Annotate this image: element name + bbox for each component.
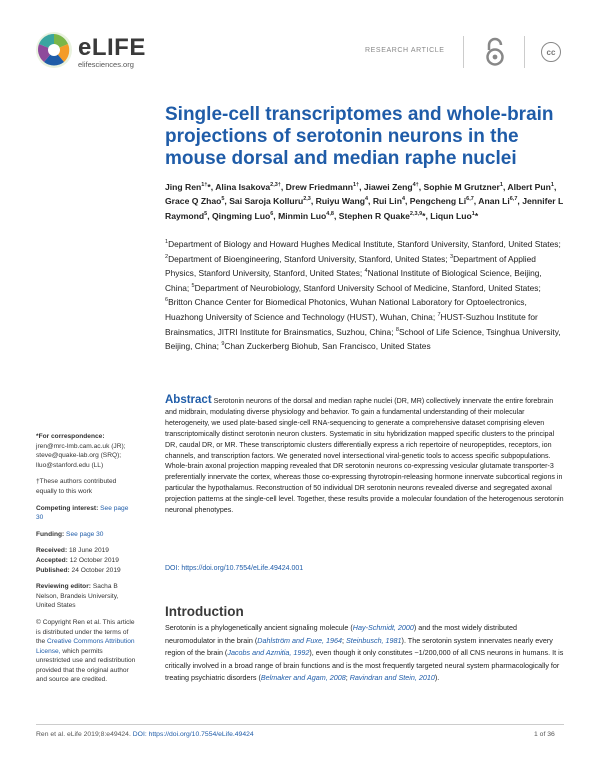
editor-label: Reviewing editor: <box>36 583 91 591</box>
article-title: Single-cell transcriptomes and whole-brain projections of serotonin neurons in the mouse dorsal and median raphe nuclei <box>165 104 554 169</box>
journal-url[interactable]: elifesciences.org <box>78 60 134 69</box>
footer-divider <box>36 724 564 725</box>
correspondence-label: *For correspondence: <box>36 433 105 440</box>
creative-commons-icon: cc <box>541 42 561 62</box>
received-date: 18 June 2019 <box>69 547 109 555</box>
license-link[interactable]: Creative Commons Attribution License, <box>36 638 135 655</box>
footer-doi-link[interactable]: DOI: https://doi.org/10.7554/eLife.49424 <box>132 731 254 738</box>
accepted-label: Accepted: <box>36 556 68 564</box>
funding <box>36 530 136 540</box>
accepted-date: 12 October 2019 <box>69 556 119 564</box>
published-label: Published: <box>36 566 70 574</box>
abstract-doi-link[interactable]: DOI: https://doi.org/10.7554/eLife.49424.001 <box>165 565 304 572</box>
copyright-text: © Copyright Ren et al. This article is distributed under the terms of the <box>36 618 135 646</box>
abstract <box>165 395 565 516</box>
article-type-label: RESEARCH ARTICLE <box>365 47 445 54</box>
article-sidebar <box>36 432 136 692</box>
header-divider <box>524 36 525 68</box>
correspondence-block <box>36 432 136 470</box>
header-divider <box>463 36 464 68</box>
reviewing-editor <box>36 582 136 611</box>
page-number: 1 of 36 <box>534 731 555 738</box>
introduction-text: Serotonin is a phylogenetically ancient signaling molecule (Hay-Schmidt, 2000) and the most widely distributed neuromodulator in the brain (Dahlström and Fuxe, 1964; Steinbusch, 1981). The serotonin system innervates nearly every region of the brain (Jacobs and Azmitia, 1992), even though it only constitutes ~1/200,000 of all CNS neurons in humans. It is critically involved in a broad range of brain functions and is the most frequently targeted neural system pharmacologically for treating psychiatric disorders (Belmaker and Agam, 2008; Ravindran and Stein, 2010). <box>165 623 564 682</box>
abstract-heading: Abstract <box>165 394 212 406</box>
correspondence-emails[interactable]: jren@mrc-lmb.cam.ac.uk (JR); steve@quake-lab.org (SRQ); lluo@stanford.edu (LL) <box>36 442 126 469</box>
affiliations: $^1$Department of Biology and Howard Hughes Medical Institute, Stanford University, Stanford, United States; $^2$Department of Bioengineering, Stanford University, Stanford, United States; $^3$Department of Applied Physics, Stanford University, Stanford, United States; $^4$National Institute of Biological Science, Beijing, China; $^5$Department of Neurobiology, Stanford University School of Medicine, Stanford, United States; $^6$Britton Chance Center for Biomedical Photonics, Wuhan National Laboratory for Optoelectronics, Huazhong University of Science and Technology (HUST), Wuhan, China; $^7$HUST-Suzhou Institute for Brainsmatics, JITRI Institute for Brainsmatics, Suzhou, China; $^8$School of Life Science, Tsinghua University, Beijing, China; $^9$Chan Zuckerberg Biohub, San Francisco, United States <box>165 238 561 351</box>
published-date: 24 October 2019 <box>71 566 121 574</box>
elife-logo-icon <box>34 30 74 70</box>
journal-name: eLIFE <box>78 34 146 61</box>
citation-text: Ren et al. eLife 2019;8:e49424. <box>36 731 131 738</box>
dates-block <box>36 546 136 575</box>
competing-link[interactable]: See page 30 <box>36 504 129 522</box>
open-access-icon <box>484 36 506 68</box>
received-label: Received: <box>36 547 68 555</box>
funding-link[interactable]: See page 30 <box>66 530 104 538</box>
competing-label: Competing interest: <box>36 504 99 512</box>
copyright-text-end: which permits unrestricted use and redistribution provided that the original author and source are credited. <box>36 647 136 684</box>
abstract-text: Serotonin neurons of the dorsal and median raphe nuclei (DR, MR) collectively innervate the entire forebrain and midbrain, modulating diverse physiology and behavior. To gain a fundamental understanding of their molecular heterogeneity, we used plate-based single-cell RNA-sequencing to generate a comprehensive dataset comprising eleven transcriptomically distinct serotonin neuron clusters. Systematic in situ hybridization mapped specific clusters to the principal DR, caudal DR, or MR. These transcriptomic clusters differentially express a rich repertoire of neuropeptides, receptors, ion channels, and transcription factors. We generated novel intersectional viral-genetic tools to access specific subpopulations. Whole-brain axonal projection mapping revealed that DR serotonin neurons co-expressing vesicular glutamate transporter-3 preferentially innervate the cortex, whereas those co-expressing thyrotropin-releasing hormone innervate subcortical regions in particular the hypothalamus. Reconstruction of 50 individual DR serotonin neurons revealed diverse and segregated axonal projection patterns at the single-cell level. Together, these results provide a molecular foundation of the heterogenous serotonin neuronal phenotypes. <box>165 397 564 515</box>
editor-name: Sacha B Nelson, Brandeis University, United States <box>36 583 119 610</box>
funding-label: Funding: <box>36 530 65 538</box>
introduction-heading: Introduction <box>165 604 244 619</box>
copyright-notice <box>36 618 136 685</box>
footer-citation <box>36 731 254 738</box>
elife-logo[interactable] <box>34 30 154 72</box>
competing-interest <box>36 504 136 523</box>
equal-contribution-note: †These authors contributed equally to this work <box>36 478 117 495</box>
author-list: Jing Ren$^{1\dagger}$*, Alina Isakova$^{2,3\dagger}$, Drew Friedmann$^{1\dagger}$, Jiawei Zeng$^{4\dagger}$, Sophie M Grutzner$^1$, Albert Pun$^1$, Grace Q Zhao$^5$, Sai Saroja Kolluru$^{2,3}$, Ruiyu Wang$^4$, Rui Lin$^4$, Pengcheng Li$^{6,7}$, Anan Li$^{6,7}$, Jennifer L Raymond$^5$, Qingming Luo$^6$, Minmin Luo$^{4,8}$, Stephen R Quake$^{2,3,9}$*, Liqun Luo$^1$* <box>165 181 564 221</box>
